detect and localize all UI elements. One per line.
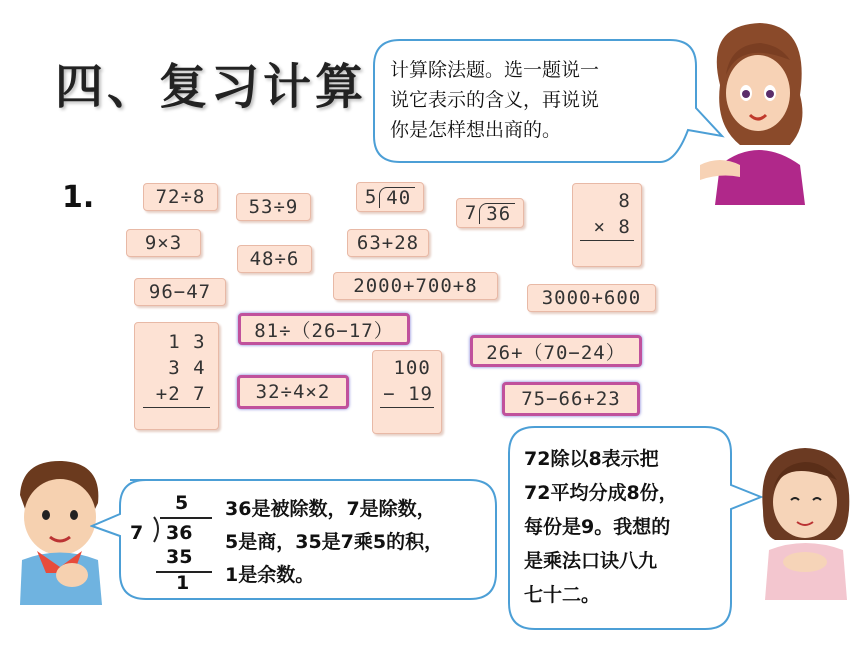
girl-illustration — [755, 440, 855, 600]
teacher-line-2: 说它表示的含义，再说说 — [390, 89, 600, 111]
card-40-div-5-dividend: 40 — [379, 187, 415, 208]
card-48-div-6[interactable]: 48÷6 — [237, 245, 312, 273]
long-division-bracket — [152, 516, 164, 544]
girl-bubble-text — [524, 442, 678, 612]
girl-line-1: 72除以8表示把 — [524, 448, 659, 470]
card-3000-plus-600[interactable]: 3000+600 — [527, 284, 656, 312]
card-8x8-bottom: × 8 — [593, 216, 631, 238]
card-53-div-9[interactable]: 53÷9 — [236, 193, 311, 221]
card-40-div-5[interactable] — [356, 182, 424, 212]
card-81-div-paren[interactable]: 81÷（26−17） — [238, 313, 410, 345]
card-8x8-top: 8 — [618, 190, 631, 212]
card-vadd-line-2: 3 4 — [168, 357, 206, 379]
card-63-plus-28[interactable]: 63+28 — [347, 229, 429, 257]
card-40-div-5-divisor: 5 — [364, 186, 378, 208]
long-division-remainder: 1 — [176, 572, 190, 594]
card-vadd-rule — [143, 407, 209, 408]
long-division-bar — [160, 517, 212, 519]
long-division-dividend: 36 — [166, 522, 193, 544]
girl-line-5: 七十二。 — [524, 584, 601, 606]
question-number: 1. — [62, 180, 95, 215]
card-36-div-7-divisor: 7 — [464, 202, 478, 224]
girl-line-3: 每份是9。我想的 — [524, 516, 671, 538]
card-36-div-7-dividend: 36 — [479, 203, 515, 224]
card-9-times-3[interactable]: 9×3 — [126, 229, 201, 257]
teacher-illustration — [700, 15, 810, 205]
boy-line-2: 5是商，35是7乘5的积， — [225, 531, 444, 553]
card-2000-700-8[interactable]: 2000+700+8 — [333, 272, 498, 300]
card-75-66-23[interactable]: 75−66+23 — [502, 382, 640, 416]
card-8x8-rule — [580, 240, 634, 241]
card-36-div-7[interactable] — [456, 198, 524, 228]
card-vsub-top: 100 — [393, 357, 431, 379]
boy-line-1: 36是被除数，7是除数， — [225, 498, 436, 520]
card-26-plus-paren[interactable]: 26+（70−24） — [470, 335, 642, 367]
teacher-line-3: 你是怎样想出商的。 — [390, 119, 562, 141]
girl-line-4: 是乘法口诀八九 — [524, 550, 658, 572]
card-72-div-8[interactable]: 72÷8 — [143, 183, 218, 211]
boy-bubble-text — [225, 493, 443, 592]
card-32-div-4-times-2[interactable]: 32÷4×2 — [237, 375, 349, 409]
card-13-34-27-vertical[interactable] — [134, 322, 219, 430]
girl-line-2: 72平均分成8份， — [524, 482, 678, 504]
card-vsub-rule — [380, 407, 434, 408]
card-8-times-8-vertical[interactable] — [572, 183, 642, 267]
long-division-quotient: 5 — [175, 492, 189, 514]
page-title: 四、复习计算 — [55, 59, 368, 115]
card-vadd-line-3: +2 7 — [155, 383, 206, 405]
teacher-bubble-text — [390, 55, 599, 145]
long-division — [120, 490, 220, 600]
card-100-minus-19-vertical[interactable] — [372, 350, 442, 434]
teacher-line-1: 计算除法题。选一题说一 — [390, 59, 600, 81]
card-vadd-line-1: 1 3 — [168, 331, 206, 353]
boy-line-3: 1是余数。 — [225, 564, 315, 586]
card-vsub-bottom: − 19 — [383, 383, 433, 405]
card-96-minus-47[interactable]: 96−47 — [134, 278, 226, 306]
long-division-divisor: 7 — [130, 522, 144, 544]
long-division-product: 35 — [166, 546, 193, 568]
